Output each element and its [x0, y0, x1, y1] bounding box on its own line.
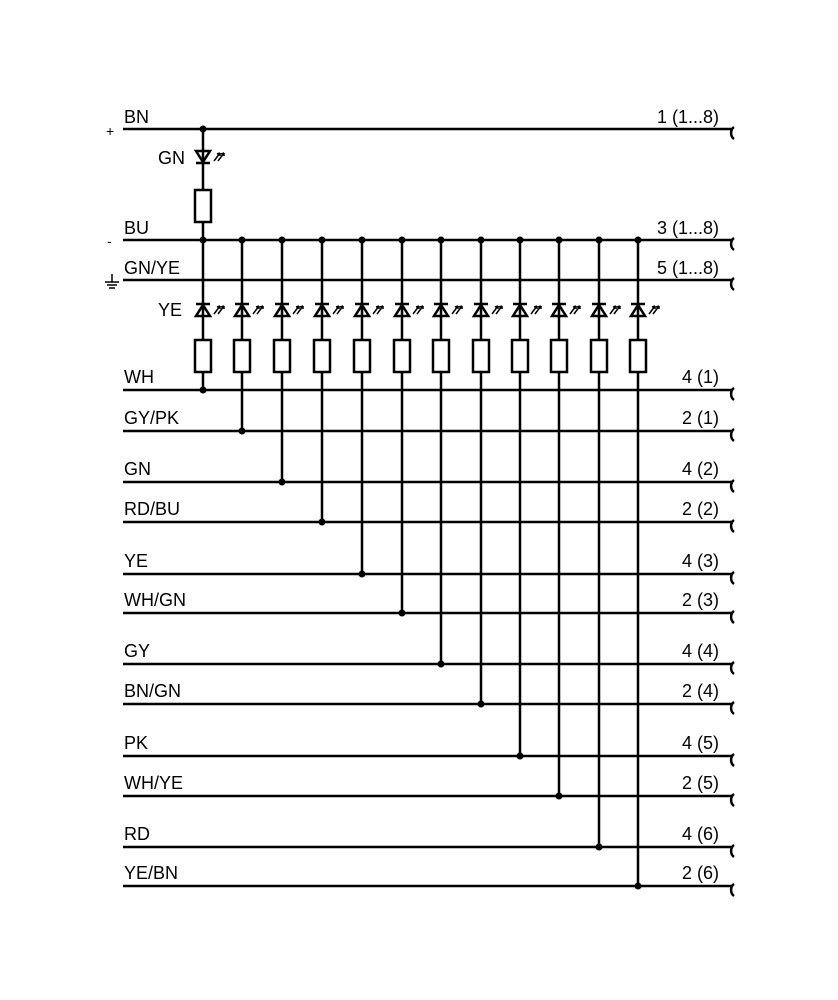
- wire-label: WH: [124, 367, 154, 387]
- connector-signal: [731, 754, 734, 766]
- junction-dot: [556, 793, 563, 800]
- wire-label: YE: [124, 551, 149, 571]
- junction-dot: [478, 701, 485, 708]
- resistor: [512, 340, 528, 372]
- resistor: [551, 340, 567, 372]
- pin-label: 4 (5): [681, 733, 719, 753]
- connector-bn: [731, 127, 734, 139]
- pin-label-gnye: 5 (1...8): [656, 258, 719, 278]
- wire-label: RD: [124, 824, 150, 844]
- pin-label: 4 (2): [681, 459, 719, 479]
- junction-dot: [319, 237, 326, 244]
- junction-dot: [438, 237, 445, 244]
- connector-signal: [731, 429, 734, 441]
- junction-dot: [359, 237, 366, 244]
- junction-dot: [635, 883, 642, 890]
- light-emission-icon: [214, 153, 224, 161]
- channel-led-icon: [315, 304, 343, 316]
- connector-signal: [731, 702, 734, 714]
- pin-label: 2 (6): [681, 863, 719, 883]
- channel-led-icon: [513, 304, 541, 316]
- pin-label-bu: 3 (1...8): [656, 218, 719, 238]
- junction-dot: [635, 237, 642, 244]
- light-emission-icon: [570, 306, 580, 314]
- connector-signal: [731, 845, 734, 857]
- junction-dot: [239, 428, 246, 435]
- pin-label: 2 (1): [681, 408, 719, 428]
- plus-symbol: +: [106, 123, 115, 139]
- light-emission-icon: [293, 306, 303, 314]
- connector-signal: [731, 794, 734, 806]
- pin-label: 2 (3): [681, 590, 719, 610]
- junction-dot: [279, 237, 286, 244]
- wire-label: YE/BN: [124, 863, 179, 883]
- light-emission-icon: [610, 306, 620, 314]
- light-emission-icon: [649, 306, 659, 314]
- junction-dot: [239, 237, 246, 244]
- pin-label: 2 (4): [681, 681, 719, 701]
- junction-dot: [200, 387, 207, 394]
- junction-dot: [438, 661, 445, 668]
- wire-label: WH/YE: [124, 773, 184, 793]
- channel-led-icon: [434, 304, 462, 316]
- connector-signal: [731, 388, 734, 400]
- connector-signal: [731, 572, 734, 584]
- resistor: [433, 340, 449, 372]
- junction-dot: [596, 844, 603, 851]
- pin-label: 4 (1): [681, 367, 719, 387]
- resistor: [314, 340, 330, 372]
- connector-signal: [731, 611, 734, 623]
- resistor: [394, 340, 410, 372]
- connector-signal: [731, 520, 734, 532]
- wires: [105, 126, 734, 897]
- light-emission-icon: [333, 306, 343, 314]
- wire-label-bn: BN: [124, 107, 150, 127]
- connector-gnye: [731, 278, 734, 290]
- minus-symbol: -: [107, 233, 112, 249]
- light-emission-icon: [531, 306, 541, 314]
- junction-dot: [200, 237, 207, 244]
- resistor: [195, 190, 211, 222]
- junction-dot: [279, 479, 286, 486]
- light-emission-icon: [214, 306, 224, 314]
- junction-dot: [399, 237, 406, 244]
- resistor: [473, 340, 489, 372]
- channel-led-icon: [235, 304, 263, 316]
- light-emission-icon: [373, 306, 383, 314]
- wire-label: GN: [124, 459, 151, 479]
- channel-led-icon: [395, 304, 423, 316]
- wire-label: PK: [124, 733, 149, 753]
- channel-led-label: YE: [158, 300, 183, 320]
- connector-signal: [731, 884, 734, 896]
- resistor: [354, 340, 370, 372]
- pin-label-bn: 1 (1...8): [656, 107, 719, 127]
- channel-led-icon: [552, 304, 580, 316]
- connector-signal: [731, 662, 734, 674]
- channel-led-icon: [196, 304, 224, 316]
- light-emission-icon: [452, 306, 462, 314]
- junction-dot: [556, 237, 563, 244]
- power-led-label: GN: [158, 148, 185, 168]
- channel-led-icon: [474, 304, 502, 316]
- resistor: [591, 340, 607, 372]
- wire-label: BN/GN: [124, 681, 182, 701]
- junction-dot: [478, 237, 485, 244]
- ground-icon: [105, 274, 119, 288]
- wire-label: GY/PK: [124, 408, 180, 428]
- wire-label: GY: [124, 641, 151, 661]
- light-emission-icon: [253, 306, 263, 314]
- resistor: [630, 340, 646, 372]
- wire-label: WH/GN: [124, 590, 186, 610]
- resistor: [195, 340, 211, 372]
- light-emission-icon: [492, 306, 502, 314]
- channel-led-icon: [275, 304, 303, 316]
- pin-label: 4 (6): [681, 824, 719, 844]
- light-emission-icon: [413, 306, 423, 314]
- pin-label: 4 (3): [681, 551, 719, 571]
- resistor: [234, 340, 250, 372]
- channel-led-icon: [631, 304, 659, 316]
- wire-label: RD/BU: [124, 499, 181, 519]
- junction-dot: [596, 237, 603, 244]
- resistor: [274, 340, 290, 372]
- connector-signal: [731, 480, 734, 492]
- wire-label-gnye: GN/YE: [124, 258, 181, 278]
- pin-label: 2 (5): [681, 773, 719, 793]
- junction-dot: [359, 571, 366, 578]
- connector-bu: [731, 238, 734, 250]
- pin-label: 2 (2): [681, 499, 719, 519]
- channel-led-icon: [355, 304, 383, 316]
- signal-labels: [124, 367, 719, 883]
- junction-dot: [517, 237, 524, 244]
- wire-label-bu: BU: [124, 218, 150, 238]
- junction-dot: [319, 519, 326, 526]
- pin-label: 4 (4): [681, 641, 719, 661]
- junction-dot: [399, 610, 406, 617]
- junction-dot: [517, 753, 524, 760]
- power-led-icon: [196, 151, 224, 163]
- channel-led-icon: [592, 304, 620, 316]
- junction-dot: [200, 126, 207, 133]
